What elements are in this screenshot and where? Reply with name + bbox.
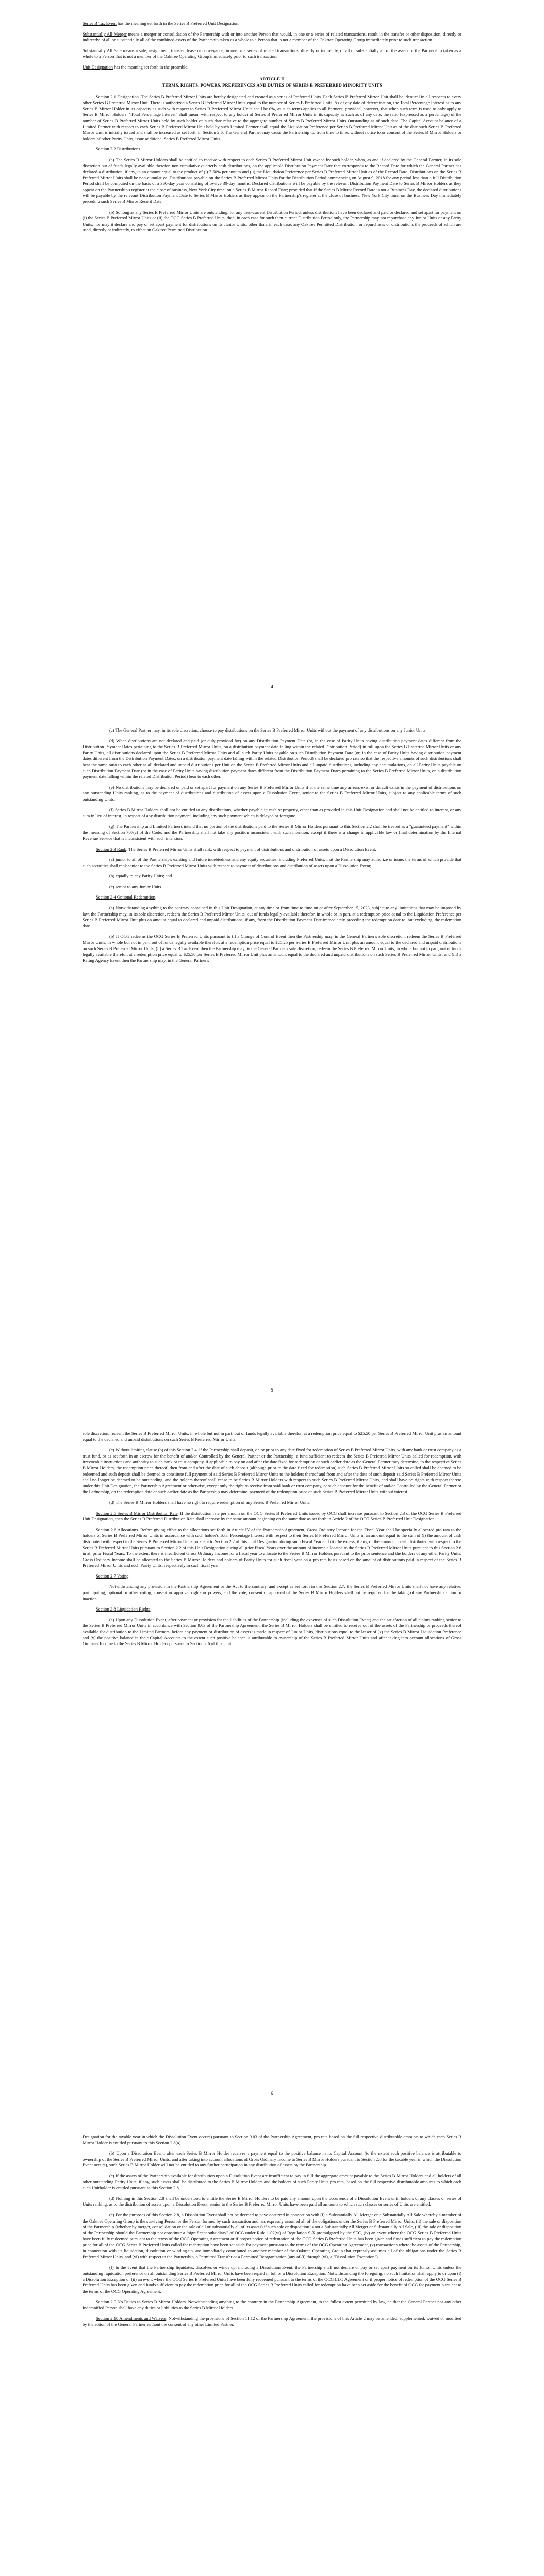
defined-term: Section 2.8 Liquidation Rights — [96, 1606, 151, 1612]
page-2 — [0, 707, 544, 1410]
paragraph-text: (f) In the event that the Partnership liquidates, dissolves or winds up, including a Dissolution Event, the Partnership shall not declare or pay or set apart payment on its Junior Units unless the outstanding liquidation preference on all outstanding Series B Preferred Mirror Units have been repaid in full or a Dissolution Exception. Notwithstanding the foregoing, no such limitation shall apply to or upon (i) a Dissolution Exception or (ii) an event where the OCG Series B Preferred Units have been fully redeemed pursuant to the terms of the OCG LLC Agreement or if proper notice of redemption of the OCG Series B Preferred Units has been given and funds sufficient to pay the redemption price for all of the OCG Series B Preferred Units called for redemption have been set aside for the benefit of OCG for payment pursuant to the terms of the OCG Operating Agreement. — [83, 2264, 461, 2294]
paragraph-text: has the meaning set forth in the Series B Preferred Unit Designation. — [116, 21, 240, 26]
body-paragraph — [83, 2173, 461, 2191]
paragraph-text: . — [128, 1573, 130, 1579]
article-heading — [83, 76, 461, 88]
defined-term: Section 2.6 Allocations — [96, 1527, 138, 1532]
section-paragraph — [83, 894, 461, 901]
section-paragraph — [83, 2316, 461, 2328]
paragraph-text: . The Series B Preferred Mirror Units shall rank, with respect to payment of distributions and distribution of assets upon a Dissolution Event: — [126, 846, 376, 852]
page-4 — [0, 2113, 544, 2576]
body-paragraph — [83, 934, 461, 963]
defined-term: Unit Designation — [83, 64, 113, 70]
body-paragraph — [83, 857, 461, 869]
paragraph-text: (c) senior to any Junior Units. — [109, 884, 162, 889]
body-paragraph — [83, 1617, 461, 1647]
paragraph-text: . Notwithstanding anything to the contrary in the Partnership Agreement, to the fullest extent permitted by law, neither the General Partner nor any other Indemnified Person shall have any duties or liabilities to the Series B Mirror Holders. — [83, 2299, 461, 2311]
section-paragraph — [83, 31, 461, 43]
paragraph-text: (b) So long as any Series B Preferred Mirror Units are outstanding, for any then-current Distribution Period, unless distributions have been declared and paid or declared and set apart for payment on (i) the Series B Preferred Mirror Units or (ii) the OCG Series B Preferred Units, then, in each case for such then-current Distribution Period only, the Partnership may not repurchase any Junior Units or any Parity Units, nor may it declare and pay or set apart payment for distributions on its Junior Units, other than, in each case, any Oaktree Permitted Distribution, or repurchases or distributions the proceeds of which are used, directly or indirectly, to effect an Oaktree Permitted Distribution. — [83, 209, 461, 233]
paragraph-text: (b) Upon a Dissolution Event, after each Series B Mirror Holder receives a payment equal to the positive balance in its Capital Account (to the extent such positive balance is attributable to ownership of the Series B Preferred Mirror Units, and after taking into account allocations of Gross Ordinary Income to Series B Mirror Holders pursuant to Section 2.6 for the taxable year in which the Dissolution Event occurs), such Series B Mirror Holder will not be entitled to any further participation in any distribution of assets by the Partnership. — [83, 2150, 461, 2168]
defined-term: Section 2.7 Voting — [96, 1573, 129, 1579]
body-paragraph — [83, 2134, 461, 2146]
defined-term: Section 2.9 No Duties to Series B Mirror Holders — [96, 2299, 186, 2304]
article-title: ARTICLE II TERMS, RIGHTS, POWERS, PREFERENCES AND DUTIES OF SERIES B PREFERRED MINORITY UNITS — [162, 76, 382, 88]
paragraph-text: . Notwithstanding the provisions of Section 11.12 of the Partnership Agreement, the provisions of this Article 2 may be amended, supplemented, waived or modified by the action of the General Partner without the consent of any other Limited Partner. — [83, 2315, 461, 2327]
paragraph-text: (c) Without limiting clause (b) of this Section 2.4, if the Partnership shall deposit, on or prior to any date fixed for redemption of Series B Preferred Mirror Units, with any bank or trust company as a trust fund, or as set forth in an escrow for the benefit of and/or Controlled by the General Partner or the Partnership, a fund sufficient to redeem the Series B Preferred Mirror Units called for redemption, with irrevocable instructions and authority to such bank or trust company, if applicable to pay on and after the date fixed for redemption or such earlier date as the General Partner may determine, to the respective Series B Mirror Holders, the redemption price thereof, then from and after the date of such deposit (although prior to the date fixed for redemption) such Series B Preferred Mirror Units so called shall be deemed to be redeemed and such deposit shall be deemed to constitute full payment of said Series B Preferred Mirror Units to the holders thereof and from and after the date of such deposit said Series B Preferred Mirror Units shall no longer be deemed to be outstanding, and the holders thereof shall cease to be Series B Mirror Holders with respect to such Series B Preferred Mirror Units, and shall have no rights with respect thereto under this Unit Designation, the Partnership Agreement or otherwise, except only the right to receive from said bank or trust company, or such account for the benefit of and/or Controlled by the General Partner or the Partnership, on the redemption date or such earlier date as the Partnership may determine, payment of the redemption price of such Series B Preferred Mirror Units without interest. — [83, 1447, 461, 1495]
paragraph-text: means a merger or consolidation of the Partnership with or into another Person that would, in one or a series of related transactions, result in the transfer or other disposition, directly or indirectly, of all or substantially all of the combined assets of the Partnership taken as a whole to a Person that is not a member of the Oaktree Operating Group immediately prior to such transaction. — [83, 31, 461, 43]
defined-term: Substantially All Sale — [83, 47, 122, 53]
page-3 — [0, 1410, 544, 2113]
section-paragraph — [83, 48, 461, 60]
paragraph-text: means a sale, assignment, transfer, lease or conveyance, in one or a series of related transactions, directly or indirectly, of all or substantially all of the assets of the Partnership taken as a whole to a Person that is not a member of the Oaktree Operating Group immediately prior to such transaction. — [83, 47, 461, 59]
section-paragraph — [83, 94, 461, 142]
paragraph-text: (a) The Series B Mirror Holders shall be entitled to receive with respect to each Series B Preferred Mirror Unit owned by such holder, when, as and if declared by the General Partner, in its sole discretion out of funds legally available therefor, non-cumulative quarterly cash distributions, on the applicable Distribution Payment Date that corresponds to the Record Date for which the General Partner has declared a distribution, if any, in an amount equal to the product of (i) 7.50% per annum and (ii) the Liquidation Preference per Series B Preferred Mirror Unit as of the Record Date. Distributions on the Series B Preferred Mirror Units shall be non-cumulative. Distributions payable on the Series B Preferred Mirror Units for the Distribution Period commencing on August 9, 2018 for any period less than a full Distribution Period shall be computed on the basis of a 360-day year consisting of twelve 30-day months. Declared distributions will be payable by the relevant Distribution Payment Date to Series B Mirror Holders as they appear on the Partnership's register at the close of business, New York City time, on a Series B Mirror Record Date; provided that if the Series B Mirror Record Date is not a Business Day, the declared distributions will be payable by the relevant Distribution Payment Date to Series B Mirror Holders as they appear on the Partnership's register at the close of business, New York City time, on the Business Day immediately preceding such Series B Mirror Record Date. — [83, 157, 461, 205]
paragraph-text: (d) Nothing in this Section 2.8 shall be understood to entitle the Series B Mirror Holders to be paid any amount upon the occurrence of a Dissolution Event until holders of any classes or series of Units ranking, as to the distribution of assets upon a Dissolution Event, senior to the Series B Preferred Mirror Units have been paid all amounts to which such classes or series of Units are entitled. — [83, 2195, 461, 2207]
section-paragraph — [83, 21, 461, 27]
paragraph-text: Notwithstanding any provision in the Partnership Agreement or the Act to the contrary, and except as set forth in this Section 2.7, the Series B Preferred Mirror Units shall not have any relative, participating, optional or other voting, consent or approval rights or powers, and the vote, consent or approval of the Series B Mirror Holders shall not be required for the taking of any Partnership action or inaction. — [83, 1584, 461, 1601]
body-paragraph — [83, 157, 461, 205]
paragraph-text: (a) junior to all of the Partnership's existing and future indebtedness and any equity securities, including Preferred Units, that the Partnership may authorize or issue, the terms of which provide that such securities shall rank senior to the Series B Preferred Mirror Units with respect to payment of distributions and distribution of assets upon a Dissolution Event; — [83, 857, 461, 868]
defined-term: Series B Tax Event — [83, 21, 117, 26]
body-paragraph — [83, 785, 461, 803]
body-paragraph — [83, 727, 461, 734]
defined-term: Section 2.4 Optional Redemption — [96, 894, 156, 900]
section-paragraph — [83, 2299, 461, 2311]
paragraph-text: has the meaning set forth in the preamble. — [112, 64, 189, 70]
body-paragraph — [83, 1431, 461, 1443]
body-paragraph — [83, 905, 461, 929]
defined-term: Section 2.3 Rank — [96, 846, 126, 852]
body-paragraph — [83, 2196, 461, 2208]
body-paragraph — [83, 2212, 461, 2260]
paragraph-text: (d) When distributions are not declared and paid (or duly provided for) on any Distribution Payment Date (or, in the case of Parity Units having distribution payment dates different from the Distribution Payment Dates pertaining to the Series B Preferred Mirror Units, on a distribution payment date falling within the related Distribution Period) in full upon the Series B Preferred Mirror Units or any Parity Units, all distributions declared upon the Series B Preferred Mirror Units and all such Parity Units payable on such Distribution Payment Date (or, in the case of Parity Units having distribution payment dates different from the Distribution Payment Dates, on a distribution payment date falling within the related Distribution Period) shall be declared pro rata so that the respective amounts of such distributions shall bear the same ratio to each other as all declared and unpaid distributions per Unit on the Series B Preferred Mirror Units and all unpaid distributions, including any accumulations, on all Parity Units payable on such Distribution Payment Date (or in the case of Parity Units having distribution payment dates different from the Distribution Payment Dates pertaining to the Series B Preferred Mirror Units, on a distribution payment date falling within the related Distribution Period) bear to each other. — [83, 738, 461, 779]
section-paragraph — [83, 846, 461, 853]
body-paragraph — [83, 873, 461, 879]
page-number: 5 — [271, 1387, 273, 1393]
paragraph-text: . If the distribution rate per annum on the OCG Series B Preferred Units issued by OCG shall increase pursuant to Section 2.3 of the OCG Series B Preferred Unit Designation, then the Series B Preferred Distribution Rate shall increase by the same amount beginning on the same date as set forth in Article 2 of the OCG Series B Preferred Unit Designation. — [83, 1510, 462, 1522]
body-paragraph — [83, 1584, 461, 1602]
defined-term: Section 2.1 Designation — [96, 94, 139, 99]
section-paragraph — [83, 1573, 461, 1580]
page-content — [83, 727, 461, 968]
defined-term: Section 2.5 Series B Mirror Distribution Rate — [96, 1510, 178, 1516]
defined-term: Section 2.10 Amendments and Waivers — [96, 2315, 167, 2321]
paragraph-text: (c) The General Partner may, in its sole discretion, choose to pay distributions on the Series B Preferred Mirror Units without the payment of any distributions on any Junior Units. — [109, 727, 427, 733]
body-paragraph — [83, 738, 461, 780]
defined-term: Section 2.2 Distributions — [96, 146, 140, 152]
body-paragraph — [83, 824, 461, 842]
paragraph-text: . Before giving effect to the allocations set forth in Article IV of the Partnership Agreement, Gross Ordinary Income for the Fiscal Year shall be specially allocated pro rata to the holders of Series B Preferred Mirror Units in accordance with such holder's Total Percentage Interest with respect to their Series B Preferred Mirror Units in an amount equal to the sum of (i) the amount of cash distributed with respect to the Series B Preferred Mirror Units pursuant to Section 2.2 of this Unit Designation during such Fiscal Year and (ii) the excess, if any, of the amount of cash distributed with respect to the Series B Preferred Mirror Units pursuant to Section 2.2 of this Unit Designation during all prior Fiscal Years over the amount of income allocated to the Series B Preferred Mirror Units pursuant to this Section 2.6 in all prior Fiscal Years. To the extent there is insufficient Gross Ordinary Income for a fiscal year to allocate to the Series B Mirror Holders pursuant to the prior sentence and the holders of any other Parity Units, Gross Ordinary Income shall be allocated to the Series B Mirror Holders and holders of Parity Units for such fiscal year on a pro rata basis based on the amount of distributions paid in respect of the Series B Preferred Mirror Units and such Parity Units, respectively in such fiscal year. — [83, 1527, 461, 1568]
body-paragraph — [83, 807, 461, 819]
paragraph-text: Designation for the taxable year in which the Dissolution Event occurs) pursuant to Section 9.03 of the Partnership Agreement, pro rata based on the full respective distributable amounts to which each Series B Mirror Holder is entitled pursuant to this Section 2.8(a). — [83, 2134, 461, 2145]
section-paragraph — [83, 64, 461, 71]
page-content — [83, 21, 461, 238]
paragraph-text: . — [150, 1606, 152, 1612]
paragraph-text: (g) The Partnership and Limited Partners intend that no portion of the distributions paid to the Series B Mirror Holders pursuant to this Section 2.2 shall be treated as a "guaranteed payment" within the meaning of Section 707(c) of the Code, and the Partnership shall not take any position inconsistent with such intention, except if there is a change in applicable law or final determination by the Internal Revenue Service that is inconsistent with such intention. — [83, 823, 461, 841]
paragraph-text: (e) No distributions may be declared or paid or set apart for payment on any Series B Preferred Mirror Units if at the same time any arrears exist or default exists in the payment of distributions on any outstanding Units ranking, as to the payment of distributions and distribution of assets upon a Dissolution Event, senior to the Series B Preferred Mirror Units, subject to any applicable terms of such outstanding Units. — [83, 784, 461, 802]
paragraph-text: (c) If the assets of the Partnership available for distribution upon a Dissolution Event are insufficient to pay in full the aggregate amount payable to the Series B Mirror Holders and all holders of all other outstanding Parity Units, if any, such assets shall be distributed to the Series B Mirror Holders and the holders of such Parity Units pro rata, based on the full respective distributable amounts to which each such Unitholder is entitled pursuant to this Section 2.8. — [83, 2173, 461, 2191]
page-1 — [0, 0, 544, 707]
paragraph-text: (d) The Series B Mirror Holders shall have no right to require redemption of any Series B Preferred Mirror Units. — [109, 1499, 311, 1505]
page-number: 6 — [271, 2091, 273, 2096]
page-content — [83, 1431, 461, 1652]
section-paragraph — [83, 1511, 461, 1522]
paragraph-text: . — [140, 146, 141, 152]
body-paragraph — [83, 2150, 461, 2168]
page-content — [83, 2134, 461, 2332]
body-paragraph — [83, 1500, 461, 1506]
paragraph-text: . The Series B Preferred Mirror Units are hereby designated and created as a series of Preferred Units. Each Series B Preferred Mirror Unit shall be identical in all respects to every other Series B Preferred Mirror Unit. There is authorized a Series B Preferred Mirror Units equal to the number of Series B Preferred Units. As of any date of determination, the Total Percentage Interest as to any Series B Mirror Holder in its capacity as such with respect to Series B Preferred Mirror Units shall be 0%, as such terms applies to all Partners; provided, however, that when such term is used to only apply to Series B Mirror Holders, "Total Percentage Interest" shall mean, with respect to any holder of Series B Preferred Mirror Units in its capacity as such as of any date, the ratio (expressed as a percentage) of the number of Series B Preferred Mirror Units held by such holder on such date relative to the aggregate number of Series B Preferred Mirror Units Outstanding as of such date. The Capital Account balance of a Limited Partner with respect to each Series B Preferred Mirror Unit held by such Limited Partner shall equal the Liquidation Preference per Series B Preferred Mirror Unit as of the date such Series B Preferred Mirror Unit is initially issued and shall be increased as set forth in Section 2.6. The General Partner may cause the Partnership to, from time to time, without notice to or consent of the Series B Mirror Holders or holders of other Parity Units, issue additional Series B Preferred Mirror Units. — [83, 94, 461, 141]
paragraph-text: (a) Notwithstanding anything to the contrary contained in this Unit Designation, at any time or from time to time on or after September 15, 2023, subject to any limitations that may be imposed by law, the Partnership may, in its sole discretion, redeem the Series B Preferred Mirror Units, out of funds legally available therefor, in whole or in part, at a redemption price equal to the Liquidation Preference per Series B Preferred Mirror Unit plus an amount equal to declared and unpaid distributions, if any, from the Distribution Payment Date immediately preceding the redemption date to, but excluding, the redemption date. — [83, 905, 461, 928]
paragraph-text: (b) If OCG redeems the OCG Series B Preferred Units pursuant to (i) a Change of Control Event then the Partnership may, in the General Partner's sole discretion, redeem the Series B Preferred Mirror Units, in whole but not in part, out of funds legally available therefor, at a redemption price equal to $25.25 per Series B Preferred Mirror Unit plus an amount equal to the declared and unpaid distributions on such Series B Preferred Mirror Units; (ii) a Series B Tax Event then the Partnership may, in the General Partner's sole discretion, redeem the Series B Preferred Mirror Units, in whole but not in part, out of funds legally available therefor, at a redemption price equal to $25.50 per Series B Preferred Mirror Unit plus an amount equal to the declared and unpaid distributions on such Series B Preferred Mirror Units; and (iii) a Rating Agency Event then the Partnership may, in the General Partner's — [83, 934, 461, 963]
paragraph-text: . — [155, 894, 157, 900]
body-paragraph — [83, 1447, 461, 1495]
section-paragraph — [83, 146, 461, 152]
body-paragraph — [83, 2265, 461, 2295]
section-paragraph — [83, 1527, 461, 1569]
defined-term: Substantially All Merger — [83, 31, 127, 37]
paragraph-text: sole discretion, redeem the Series B Preferred Mirror Units, in whole but not in part, out of funds legally available therefor, at a redemption price equal to $25.50 per Series B Preferred Mirror Unit plus an amount equal to the declared and unpaid distributions on such Series B Preferred Mirror Units. — [83, 1431, 461, 1442]
paragraph-text: (b) equally to any Parity Units; and — [109, 873, 172, 879]
body-paragraph — [83, 884, 461, 890]
body-paragraph — [83, 210, 461, 233]
paragraph-text: (f) Series B Mirror Holders shall not be entitled to any distributions, whether payable in cash or property, other than as provided in this Unit Designation and shall not be entitled to interest, or any sum in lieu of interest, in respect of any distribution payment, including any such payment which is delayed or foregone. — [83, 807, 461, 819]
paragraph-text: (a) Upon any Dissolution Event, after payment or provision for the liabilities of the Partnership (including the expenses of such Dissolution Event) and the satisfaction of all claims ranking senior to the Series B Preferred Mirror Units in accordance with Section 9.03 of the Partnership Agreement, the Series B Mirror Holders shall be entitled to receive out of the assets of the Partnership or proceeds thereof available for distribution to the Limited Partners, before any payment or distribution of assets is made in respect of Junior Units, distributions equal to the lesser of (x) the Series B Mirror Liquidation Preference and (y) the positive balance in their Capital Accounts to the extent such positive balance is attributable to ownership of the Series B Preferred Mirror Units and after taking into account allocations of Gross Ordinary Income to the Series B Mirror Holders pursuant to Section 2.6 of this Unit — [83, 1617, 461, 1647]
section-paragraph — [83, 1606, 461, 1613]
paragraph-text: (e) For the purposes of this Section 2.8, a Dissolution Event shall not be deemed to have occurred in connection with (i) a Substantially All Merger or a Substantially All Sale whereby a member of the Oaktree Operating Group is the surviving Person or the Person formed by such transaction and has expressly assumed all of the obligations under the Series B Preferred Mirror Units, (ii) the sale or disposition of the Partnership (whether by merger, consolidation or the sale of all or substantially all of its assets) if such sale or disposition is not a Substantially All Merger or Substantially All Sale, (iii) the sale or disposition of the Partnership should the Partnership not constitute a "significant subsidiary" of OCG under Rule 1-02(w) of Regulation S-X promulgated by the SEC, (iv) an event where the OCG Series B Preferred Units have been fully redeemed pursuant to the terms of the OCG Operating Agreement or if proper notice of redemption of the OCG Series B Preferred Units has been given and funds sufficient to pay the redemption price for all of the OCG Series B Preferred Units called for redemption have been set aside for payment pursuant to the terms of the OCG Operating Agreement, (v) transactions where the assets of the Partnership, in connection with its liquidation, dissolution or winding-up, are immediately contributed to another member of the Oaktree Operating Group that expressly assumes all of the obligations under the Series B Preferred Mirror Units, and (vi) with respect to the Partnership, a Permitted Transfer or a Permitted Reorganization (any of (i) through (vi), a "Dissolution Exception"). — [83, 2212, 461, 2260]
page-number: 4 — [271, 684, 273, 689]
